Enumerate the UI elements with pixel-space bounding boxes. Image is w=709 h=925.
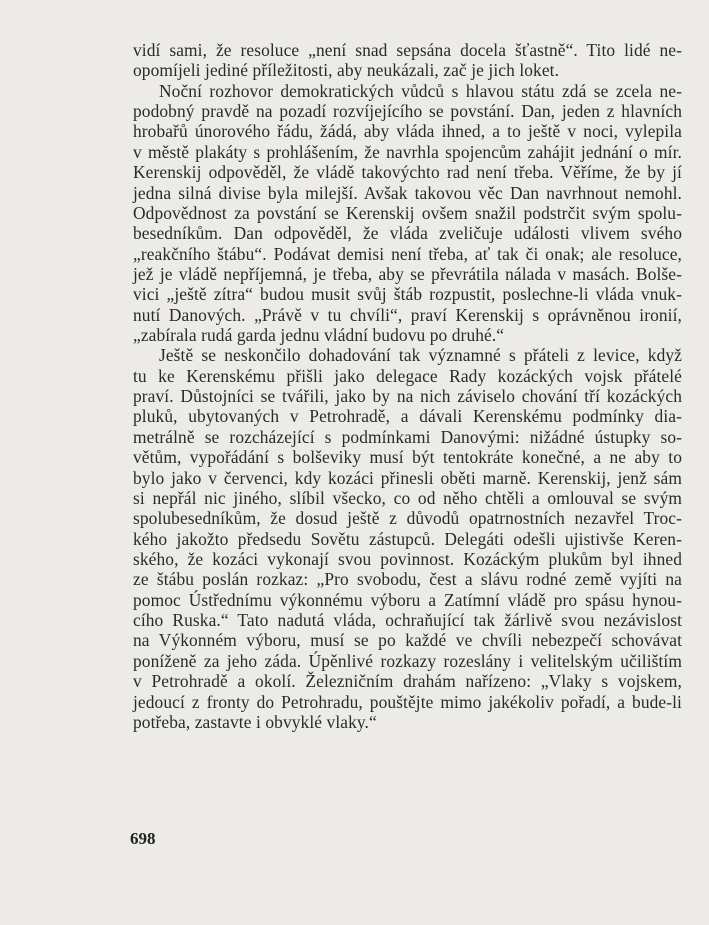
text-line: vidí sami, že resoluce „není snad sepsána docela šťastně“. Tito lidé ne-	[133, 40, 682, 60]
text-line: opomíjeli jediné příležitosti, aby neukázali, zač je jich loket.	[133, 60, 560, 81]
text-line: poníženě za jeho záda. Úpěnlivé rozkazy rozeslány i velitelským učilištím	[133, 650, 682, 671]
text-line: větům, vypořádání s bolševiky musí být tentokráte konečné, a ne aby to	[133, 447, 682, 468]
text-line: Ještě se neskončilo dohadování tak významné s přáteli z levice, když	[159, 345, 682, 366]
text-line: ze štábu poslán rozkaz: „Pro svobodu, čest a slávu rodné země vyjíti na	[133, 569, 682, 590]
text-line: „reakčního štábu“. Podávat demisi není třeba, ať tak či onak; ale resoluce,	[133, 243, 682, 264]
paragraph	[133, 40, 682, 81]
text-line: spolubesedníkům, že dosud ještě z důvodů opatrnostních nezavřel Troc-	[133, 508, 682, 529]
text-line: jedna silná divise byla milejší. Avšak takovou věc Dan navrhnout nemohl.	[133, 182, 682, 203]
text-line: jedoucí z fronty do Petrohradu, pouštějte mimo jakékoliv pořadí, a bude-li	[133, 691, 682, 712]
text-line: vici „ještě zítra“ budou musit svůj štáb rozpustit, poslechne-li vláda vnuk-	[133, 284, 682, 305]
text-line: hrobařů únorového řádu, žádá, aby vláda ihned, a to ještě v noci, vylepila	[133, 121, 682, 142]
text-line: podobný pravdě na pozadí rozvíjejícího se povstání. Dan, jeden z hlavních	[133, 101, 682, 122]
page-number: 698	[130, 829, 156, 848]
text-line: potřeba, zastavte i obvyklé vlaky.“	[133, 711, 377, 732]
text-line: „zabírala rudá garda jednu vládní budovu po druhé.“	[133, 325, 505, 346]
paragraph	[133, 345, 682, 732]
body-text	[133, 40, 682, 732]
text-line: tu ke Kerenskému přišli jako delegace Rady kozáckých vojsk přátelé	[133, 365, 682, 386]
text-line: praví. Důstojníci se tvářili, jako by na nich záviselo chování tří kozáckých	[133, 386, 682, 407]
text-line: na Výkonném výboru, musí se po každé ve chvíli nebezpečí schovávat	[133, 630, 682, 651]
text-line: metrálně se rozcházející s podmínkami Danovými: nižádné ústupky so-	[133, 426, 682, 447]
text-line: jež je vládě nepříjemná, je třeba, aby se převrátila nálada v masách. Bolše-	[133, 263, 682, 284]
paragraph	[133, 81, 682, 346]
text-line: v městě plakáty s prohlášením, že navrhla spojencům zahájit jednání o mír.	[133, 141, 682, 162]
text-line: besedníkům. Dan odpověděl, že vláda zveličuje události vlivem svého	[133, 223, 682, 244]
text-line: cího Ruska.“ Tato nadutá vláda, ochraňující tak žárlivě svou nezávislost	[133, 610, 682, 631]
text-line: Kerenskij odpověděl, že vládě takovýchto rad není třeba. Věříme, že by jí	[133, 162, 682, 183]
text-line: kého jakožto předsedu Sovětu zástupců. Delegáti odešli ujistivše Keren-	[133, 528, 682, 549]
text-line: nutí Danových. „Právě v tu chvíli“, praví Kerenskij s oprávněnou ironií,	[133, 304, 682, 325]
text-line: Odpovědnost za povstání se Kerenskij ovšem snažil podstrčit svým spolu-	[133, 202, 682, 223]
text-line: ského, že kozáci vykonají svou povinnost. Kozáckým plukům byl ihned	[133, 548, 682, 569]
text-line: pluků, ubytovaných v Petrohradě, a dávali Kerenskému podmínky dia-	[133, 406, 682, 427]
text-line: bylo jako v červenci, kdy kozáci přinesli oběti marně. Kerenskij, jenž sám	[133, 467, 682, 488]
text-line: pomoc Ústřednímu výkonnému výboru a Zatímní vládě pro spásu hynou-	[133, 589, 682, 610]
text-line: si nepřál nic jiného, slíbil všecko, co od něho chtěli a omlouval se svým	[133, 487, 682, 508]
text-line: v Petrohradě a okolí. Železničním drahám nařízeno: „Vlaky s vojskem,	[133, 671, 682, 692]
text-line: Noční rozhovor demokratických vůdců s hlavou státu zdá se zcela ne-	[159, 80, 682, 101]
